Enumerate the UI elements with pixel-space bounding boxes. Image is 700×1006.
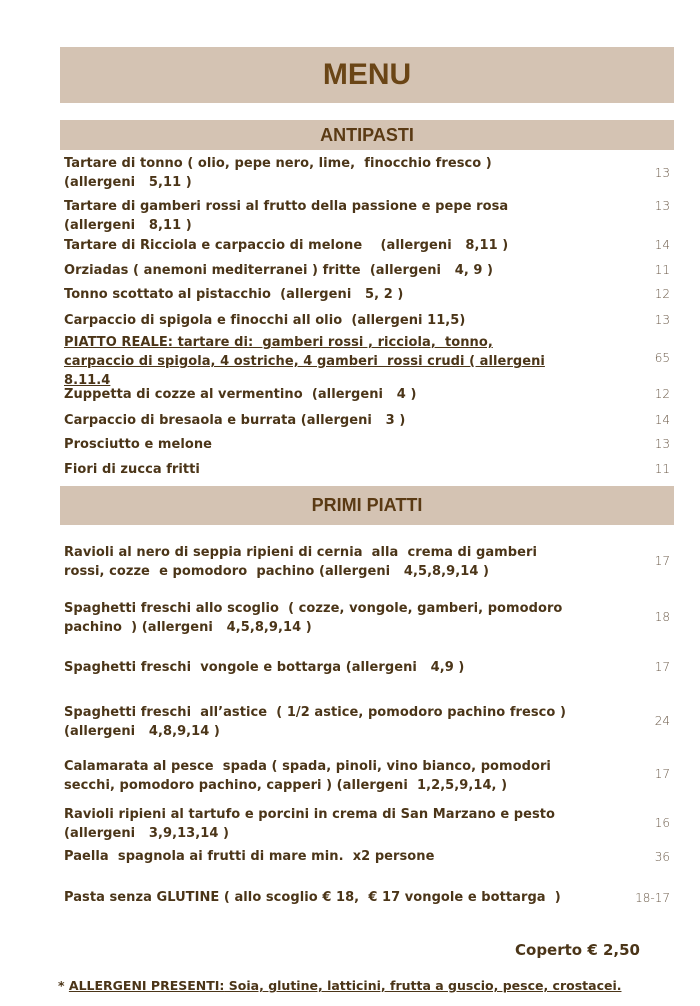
- footnote-label: ALLERGENI PRESENTI:: [68, 978, 225, 993]
- menu-item-price: 12: [654, 287, 670, 301]
- menu-item-price: 36: [654, 850, 670, 864]
- menu-item-price: 12: [654, 387, 670, 401]
- menu-item-description: Tartare di gamberi rossi al frutto della passione e pepe rosa (allergeni 8,11 ): [64, 199, 509, 233]
- menu-item-price: 18: [654, 610, 670, 624]
- section-heading-antipasti: ANTIPASTI: [60, 120, 674, 150]
- menu-item-description: Zuppetta di cozze al vermentino (allergeni 4 ): [64, 387, 417, 402]
- menu-item-price: 14: [654, 413, 670, 427]
- menu-item-price: 24: [654, 714, 670, 728]
- menu-item-price: 11: [654, 263, 670, 277]
- menu-item-price: 17: [654, 767, 670, 781]
- menu-title: MENU: [60, 47, 674, 103]
- menu-item-price: 17: [654, 660, 670, 674]
- menu-item-description: Carpaccio di spigola e finocchi all olio (allergeni 11,5): [64, 313, 466, 328]
- menu-item-price: 18-17: [635, 891, 670, 905]
- menu-item-price: 13: [654, 437, 670, 451]
- menu-item-description: Ravioli al nero di seppia ripieni di cernia alla crema di gamberi rossi, cozze e pomodoro pachino (allergeni 4,5,8,9,14 ): [64, 545, 537, 579]
- menu-item-description: Pasta senza GLUTINE ( allo scoglio € 18, € 17 vongole e bottarga ): [64, 890, 561, 905]
- footnote-star: *: [58, 978, 69, 993]
- menu-item-description: Carpaccio di bresaola e burrata (allergeni 3 ): [64, 413, 406, 428]
- section-heading-primi: PRIMI PIATTI: [60, 486, 674, 525]
- menu-item-description: Calamarata al pesce spada ( spada, pinoli, vino bianco, pomodori secchi, pomodoro pachino, capperi ) (allergeni 1,2,5,9,14, ): [64, 759, 551, 793]
- menu-item-description: Tartare di tonno ( olio, pepe nero, lime, finocchio fresco ) (allergeni 5,11 ): [64, 156, 492, 190]
- menu-item-price: 13: [654, 166, 670, 180]
- menu-item-description: Orziadas ( anemoni mediterranei ) fritte (allergeni 4, 9 ): [64, 263, 494, 278]
- menu-item-price: 13: [654, 199, 670, 213]
- menu-item-description: Spaghetti freschi vongole e bottarga (allergeni 4,9 ): [64, 660, 465, 675]
- menu-item-description: Spaghetti freschi allo scoglio ( cozze, vongole, gamberi, pomodoro pachino ) (allergeni 4,5,8,9,14 ): [64, 601, 563, 635]
- menu-item-description: Fiori di zucca fritti: [64, 462, 200, 477]
- menu-item-price: 65: [654, 351, 670, 365]
- menu-item-description: PIATTO REALE: tartare di: gamberi rossi , ricciola, tonno, carpaccio di spigola, 4 ostriche, 4 gamberi rossi crudi ( allergeni 8.11.4: [64, 335, 545, 388]
- menu-item-description: Prosciutto e melone: [64, 437, 213, 452]
- menu-item-price: 17: [654, 554, 670, 568]
- coperto-charge: Coperto € 2,50: [515, 941, 640, 959]
- menu-item-price: 14: [654, 238, 670, 252]
- allergen-footnote: [58, 978, 621, 993]
- menu-item-description: Tartare di Ricciola e carpaccio di melone (allergeni 8,11 ): [64, 238, 509, 253]
- menu-item-price: 11: [654, 462, 670, 476]
- menu-item-description: Spaghetti freschi all’astice ( 1/2 astice, pomodoro pachino fresco ) (allergeni 4,8,9,14 ): [64, 705, 566, 739]
- menu-item-description: Tonno scottato al pistacchio (allergeni 5, 2 ): [64, 287, 404, 302]
- menu-item-price: 13: [654, 313, 670, 327]
- menu-item-price: 16: [654, 816, 670, 830]
- footnote-text: Soia, glutine, latticini, frutta a guscio, pesce, crostacei.: [224, 978, 622, 993]
- menu-item-description: Paella spagnola ai frutti di mare min. x2 persone: [64, 849, 435, 864]
- menu-item-description: Ravioli ripieni al tartufo e porcini in crema di San Marzano e pesto (allergeni 3,9,13,14 ): [64, 807, 556, 841]
